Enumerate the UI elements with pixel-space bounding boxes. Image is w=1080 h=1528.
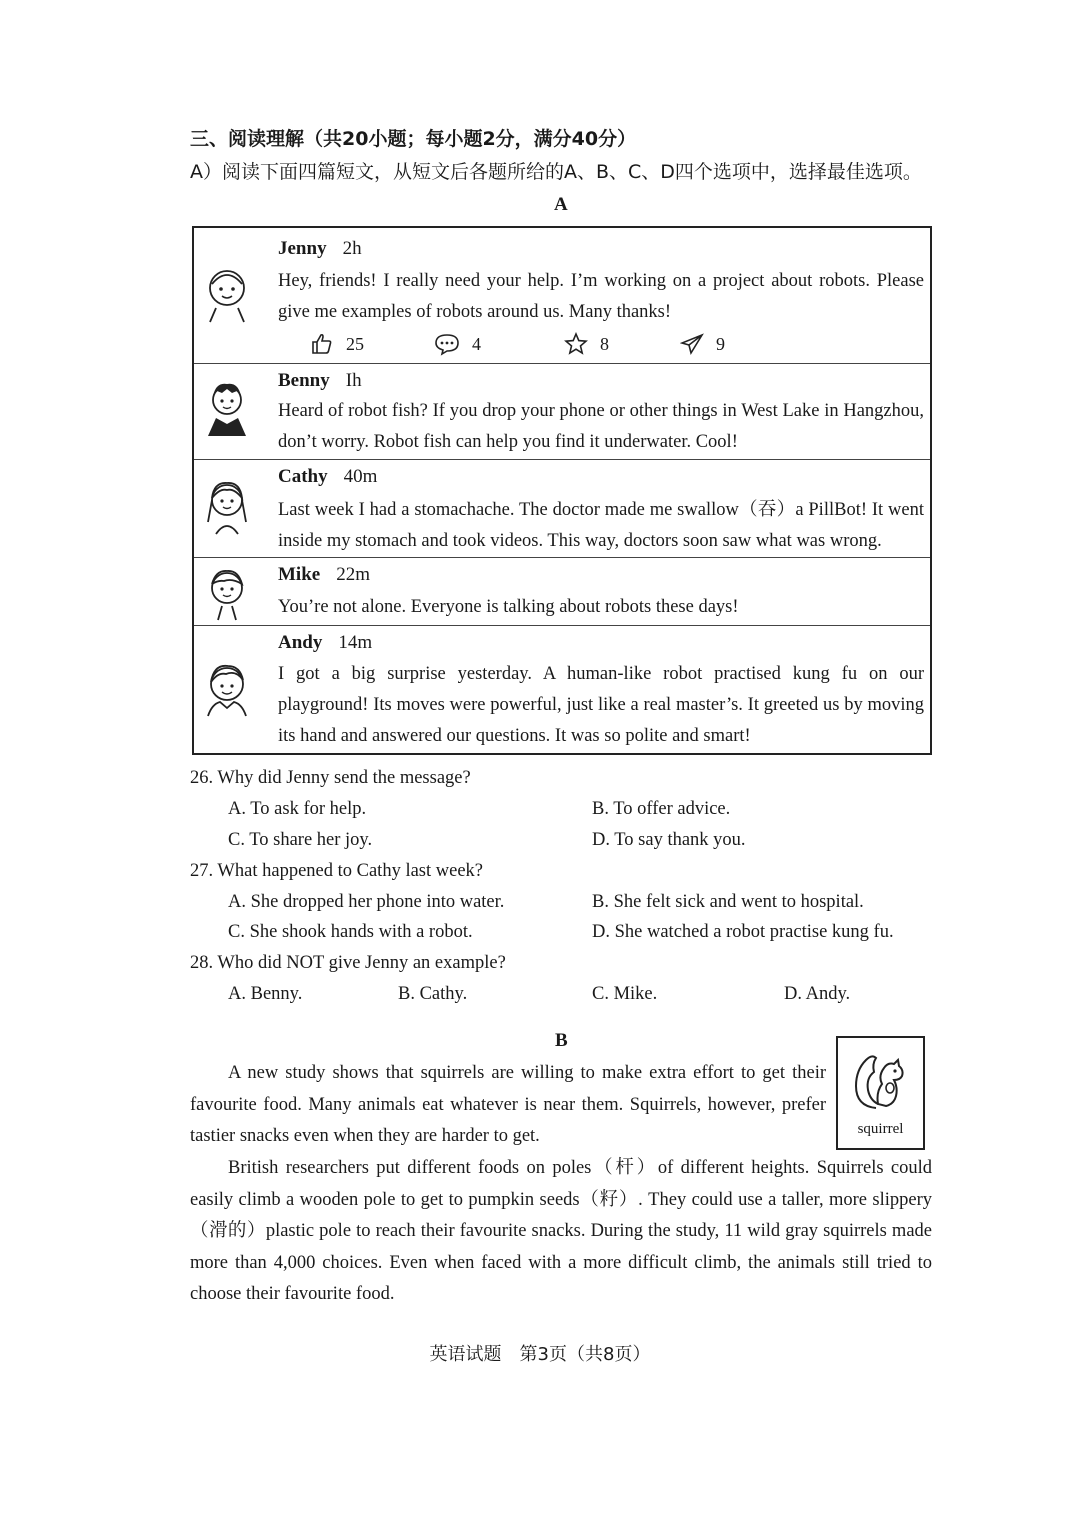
passage-b-paragraph-2: British researchers put different foods on poles（杆）of different heights. Squirrels could easily climb a wooden pole to get to pumpkin seeds（籽）. They could use a taller, more slippery（滑的）plastic pole to reach their favourite snacks. During the study, 11 wild gray squirrels made more than 4,000 choices. Even when faced with a more difficult climb, the animals still tried to choose their favourite food. [190,1158,932,1304]
post-author: Mike 22m [278,564,370,585]
option[interactable]: B. To offer advice. [592,799,731,819]
post-time: Ih [345,370,362,391]
post-stats [310,332,910,362]
post-message: I got a big surprise yesterday. A human-like robot practised kung fu on our playground! Its moves were powerful, just like a real master’s. It greeted us by moving its hand and answered our questions. It was so polite and smart! [278,664,924,746]
thumbs-up-icon [310,332,334,356]
option[interactable]: C. To share her joy. [228,830,373,850]
comment-bubble-icon [434,332,460,356]
question-28: 28. Who did NOT give Jenny an example? [190,953,506,973]
post-andy [194,626,930,753]
squirrel-image [836,1036,925,1150]
option[interactable]: B. She felt sick and went to hospital. [592,892,864,912]
mike-avatar-icon [202,562,252,622]
post-message: You’re not alone. Everyone is talking about robots these days! [278,597,739,617]
post-time: 22m [336,564,370,585]
option[interactable]: A. Benny. [228,984,303,1004]
option[interactable]: C. She shook hands with a robot. [228,922,473,942]
post-time: 14m [338,632,373,653]
question-27: 27. What happened to Cathy last week? [190,861,484,881]
option[interactable]: B. Cathy. [398,984,468,1004]
squirrel-icon [852,1048,910,1112]
post-mike [194,558,930,626]
andy-avatar-icon [202,658,252,718]
comments-stat: 4 [434,332,481,356]
post-author: Andy 14m [278,632,373,653]
squirrel-label: squirrel [857,1121,904,1137]
star-icon [564,332,588,356]
shares-stat: 9 [680,332,725,356]
favorites-stat: 8 [564,332,609,356]
post-author: Cathy 40m [278,466,378,487]
post-time: 2h [342,238,362,259]
post-time: 40m [343,466,378,487]
option[interactable]: A. To ask for help. [228,799,367,819]
post-message: Last week I had a stomachache. The doctor made me swallow（吞）a PillBot! It went inside my stomach and took videos. This way, doctors soon saw what was wrong. [278,500,924,551]
post-jenny [194,228,930,364]
option[interactable]: D. Andy. [784,984,851,1004]
passage-a-letter: A [554,194,568,215]
cathy-avatar-icon [202,476,252,536]
section-title: 三、阅读理解（共20小题；每小题2分，满分40分） [190,128,637,150]
post-message: Hey, friends! I really need your help. I’m working on a project about robots. Please give me examples of robots around us. Many thanks! [278,271,924,322]
post-author: Benny Ih [278,370,362,391]
benny-avatar-icon [202,378,252,438]
page-footer: 英语试题 第3页（共8页） [429,1344,651,1365]
likes-stat: 25 [310,332,364,356]
instruction-text: A）阅读下面四篇短文，从短文后各题所给的A、B、C、D四个选项中，选择最佳选项。 [190,161,922,183]
option[interactable]: D. She watched a robot practise kung fu. [592,922,894,942]
post-message: Heard of robot fish? If you drop your phone or other things in West Lake in Hangzhou, don’t worry. Robot fish can help you find it underwater. Cool! [278,401,924,452]
passage-b-paragraph-1: A new study shows that squirrels are willing to make extra effort to get their favourite food. Many animals eat whatever is near them. Squirrels, however, prefer tastier snacks even when they are harder to get. [190,1063,826,1146]
post-author: Jenny 2h [278,238,362,259]
jenny-avatar-icon [202,264,252,324]
social-post-box [192,226,932,755]
post-benny [194,364,930,460]
option[interactable]: D. To say thank you. [592,830,746,850]
post-cathy [194,460,930,558]
paper-plane-icon [680,332,704,356]
question-26: 26. Why did Jenny send the message? [190,768,471,788]
option[interactable]: A. She dropped her phone into water. [228,892,505,912]
option[interactable]: C. Mike. [592,984,658,1004]
passage-b-letter: B [555,1030,568,1051]
